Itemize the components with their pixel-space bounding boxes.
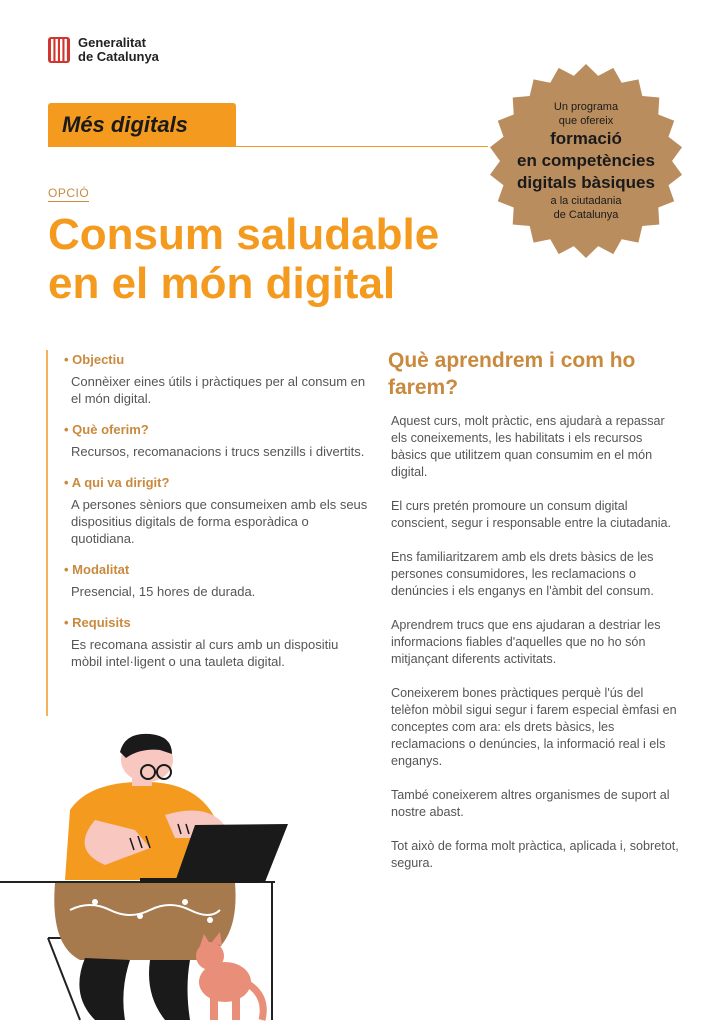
paragraph: El curs pretén promoure un consum digital conscient, segur i responsable entre la ciutadania. xyxy=(391,499,672,530)
senyera-icon xyxy=(48,37,70,63)
detail-a-qui xyxy=(64,475,368,547)
detail-body: Connèixer eines útils i pràctiques per al consum en el món digital. xyxy=(71,374,366,406)
page-title xyxy=(48,210,439,308)
section-body xyxy=(391,413,681,889)
title-line2: en el món digital xyxy=(48,259,396,308)
logo-line1: Generalitat xyxy=(78,35,146,50)
title-line1: Consum saludable xyxy=(48,210,440,259)
paragraph: Tot això de forma molt pràctica, aplicada i, sobretot, segura. xyxy=(391,839,679,870)
detail-title: • A qui va dirigit? xyxy=(64,475,368,490)
section-title: Què aprendrem i com ho farem? xyxy=(388,349,636,399)
detail-body: Presencial, 15 hores de durada. xyxy=(71,584,256,599)
detail-objectiu xyxy=(64,352,368,407)
paragraph: Ens familiaritzarem amb els drets bàsics de les persones consumidores, les reclamacions o denúncies i els enganys en l'àmbit del consum. xyxy=(391,550,654,598)
badge-bold1: formació xyxy=(550,129,622,148)
detail-title: • Requisits xyxy=(64,615,368,630)
detail-modalitat xyxy=(64,562,368,600)
detail-body: Es recomana assistir al curs amb un dispositiu mòbil intel·ligent o una tauleta digital. xyxy=(71,637,339,669)
paragraph: També coneixerem altres organismes de suport al nostre abast. xyxy=(391,788,670,819)
logo-text xyxy=(78,36,159,64)
detail-title: • Modalitat xyxy=(64,562,368,577)
detail-body: A persones sèniors que consumeixen amb els seus dispositius digitals de forma esporàdica o quotidiana. xyxy=(71,497,368,546)
paragraph: Aquest curs, molt pràctic, ens ajudarà a repassar els coneixements, les habilitats i els recursos bàsics que utilitzem quan consumim en el món digital. xyxy=(391,414,665,479)
detail-title: • Objectiu xyxy=(64,352,368,367)
badge-bold3: digitals bàsiques xyxy=(517,173,655,192)
badge-bold2: en competències xyxy=(517,151,655,170)
person-laptop-illustration xyxy=(0,720,330,1024)
paragraph: Coneixerem bones pràctiques perquè l'ús del telèfon mòbil sigui segur i farem especial èmfasi en conceptes com ara: els drets bàsics, les reclamacions o denúncies, la informació real i els enganys. xyxy=(391,686,677,768)
header-divider xyxy=(48,146,488,147)
logo-line2: de Catalunya xyxy=(78,49,159,64)
badge-line4: de Catalunya xyxy=(553,209,619,221)
generalitat-logo xyxy=(48,36,159,64)
paragraph: Aprendrem trucs que ens ajudaran a destriar les informacions fiables d'aquelles que no ho són mitjançant diferents activitats. xyxy=(391,618,661,666)
badge-line1: Un programa xyxy=(553,101,619,113)
detail-body: Recursos, recomanacions i trucs senzills i divertits. xyxy=(71,444,365,459)
option-label: OPCIÓ xyxy=(48,186,90,200)
badge-line3: a la ciutadania xyxy=(550,195,622,207)
detail-requisits xyxy=(64,615,368,670)
badge-line2: que ofereix xyxy=(558,115,614,127)
detail-que-oferim xyxy=(64,422,368,460)
program-title: Més digitals xyxy=(62,112,188,137)
detail-title: • Què oferim? xyxy=(64,422,368,437)
badge-text xyxy=(487,62,685,260)
course-details xyxy=(46,350,368,716)
